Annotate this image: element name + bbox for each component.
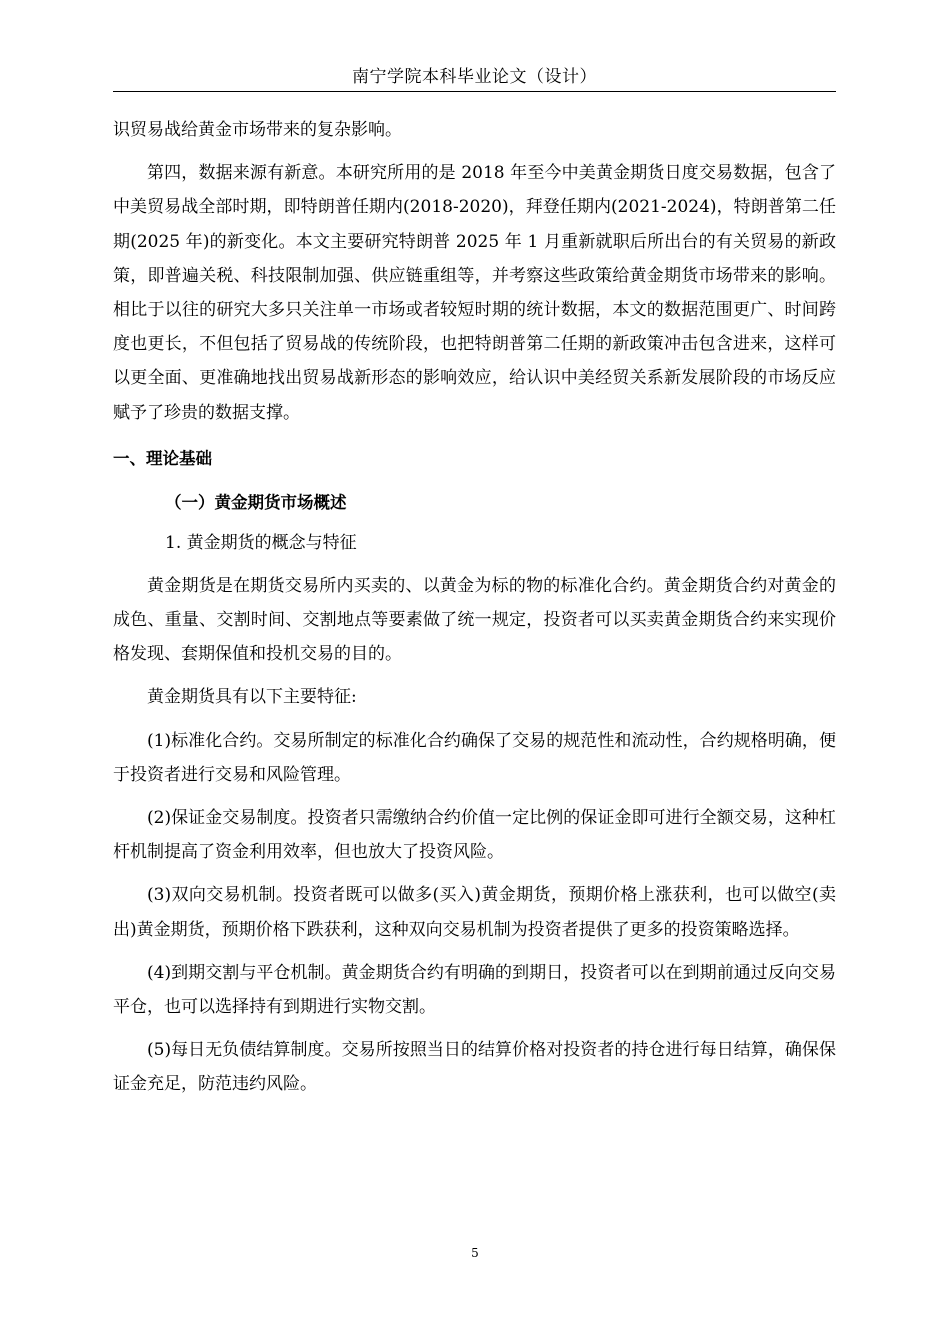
paragraph-continued: 识贸易战给黄金市场带来的复杂影响。	[113, 120, 402, 140]
page-number: 5	[471, 1246, 479, 1260]
item-heading: 1. 黄金期货的概念与特征	[165, 532, 357, 553]
feature-item: (4)到期交割与平仓机制。黄金期货合约有明确的到期日，投资者可以在到期前通过反向交易平仓，也可以选择持有到期进行实物交割。	[113, 962, 836, 1018]
feature-item: (5)每日无负债结算制度。交易所按照当日的结算价格对投资者的持仓进行每日结算，确保保证金充足，防范违约风险。	[113, 1040, 836, 1095]
section-heading: 一、理论基础	[113, 448, 212, 468]
paragraph-definition: 黄金期货是在期货交易所内买卖的、以黄金为标的物的标准化合约。黄金期货合约对黄金的成色、重量、交割时间、交割地点等要素做了统一规定，投资者可以买卖黄金期货合约来实现价格发现、套期保值和投机交易的目的。	[113, 575, 836, 665]
page-body	[113, 113, 836, 1102]
page-header: 南宁学院本科毕业论文（设计）	[352, 67, 597, 87]
paragraph-features-intro: 黄金期货具有以下主要特征:	[147, 687, 357, 708]
feature-item: (1)标准化合约。交易所制定的标准化合约确保了交易的规范性和流动性，合约规格明确，便于投资者进行交易和风险管理。	[113, 730, 836, 785]
paragraph-fourth-innovation: 第四，数据来源有新意。本研究所用的是 2018 年至今中美黄金期货日度交易数据，包含了中美贸易战全部时期，即特朗普任期内(2018-2020)，拜登任期内(2021-2024)，特朗普第二任期(2025 年)的新变化。本文主要研究特朗普 2025 年 1 月重新就职后所出台的有关贸易的新政策，即普遍关税、科技限制加强、供应链重组等，并考察这些政策给黄金期货市场带来的影响。相比于以往的研究大多只关注单一市场或者较短时期的统计数据，本文的数据范围更广、时间跨度也更长，不但包括了贸易战的传统阶段，也把特朗普第二任期的新政策冲击包含进来，这样可以更全面、更准确地找出贸易战新形态的影响效应，给认识中美经贸关系新发展阶段的市场反应赋予了珍贵的数据支撑。	[113, 163, 836, 423]
header-rule	[113, 91, 836, 92]
feature-item: (2)保证金交易制度。投资者只需缴纳合约价值一定比例的保证金即可进行全额交易，这种杠杆机制提高了资金利用效率，但也放大了投资风险。	[113, 808, 836, 863]
subsection-heading: （一）黄金期货市场概述	[165, 492, 347, 512]
feature-item: (3)双向交易机制。投资者既可以做多(买入)黄金期货，预期价格上涨获利，也可以做空(卖出)黄金期货，预期价格下跌获利，这种双向交易机制为投资者提供了更多的投资策略选择。	[113, 885, 836, 940]
